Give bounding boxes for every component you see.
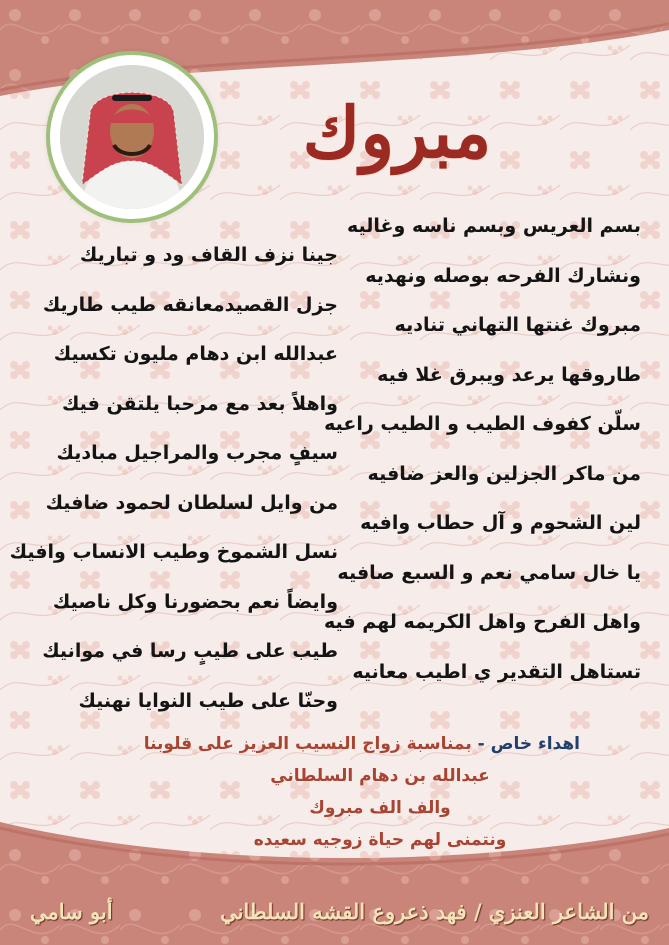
- verse-line: وايضاً نعم بحضورنا وكل ناصيك: [52, 590, 338, 613]
- verse-line: تستاهل التقدير ي اطيب معانيه: [352, 660, 641, 683]
- poet-signature: من الشاعر العنزي / فهد ذعروع القشه السلطاني: [220, 899, 649, 924]
- poem-left-column: [9, 231, 338, 726]
- verse-line: من وايل لسلطان لحمود ضافيك: [45, 491, 338, 514]
- verse-line: سيفٍ مجرب والمراجيل مباديك: [56, 442, 338, 464]
- verse-line: واهلاً بعد مع مرحبا يلتقن فيك: [61, 392, 338, 415]
- verse-line: طيب على طيبٍ رسا في موانيك: [42, 640, 338, 662]
- verse-line: نسل الشموخ وطيب الانساب وافيك: [9, 541, 338, 563]
- verse-line: مبروك غنتها التهاني تناديه: [394, 314, 641, 336]
- verse-line: من ماكر الجزلين والعز ضافيه: [367, 462, 641, 485]
- verse-line: واهل الفرح واهل الكريمه لهم فيه: [323, 611, 641, 633]
- verse-line: بسم العريس وبسم ناسه وغاليه: [347, 215, 641, 237]
- verse-line: وحنّا على طيب النوايا نهنيك: [78, 689, 338, 712]
- poet-nickname: أبو سامي: [30, 899, 113, 924]
- dedication-line-3: والف الف مبروك: [309, 798, 451, 818]
- verse-line: يا خال سامي نعم و السبع صافيه: [337, 561, 641, 584]
- dedication-line-1: بمناسبة زواج النسيب العزيز على قلوبنا: [143, 734, 472, 754]
- portrait-photo-icon: [60, 65, 204, 209]
- verse-line: عبدالله ابن دهام مليون تكسيك: [53, 343, 338, 365]
- footer-signature: [0, 878, 669, 945]
- verse-line: سلّن كفوف الطيب و الطيب راعيه: [324, 413, 641, 435]
- poem-right-column: [323, 202, 641, 697]
- dedication-block: [143, 728, 580, 856]
- verse-line: جزل القصيدمعانقه طيب طاريك: [42, 293, 338, 316]
- verse-line: لين الشحوم و آل حطاب وافيه: [360, 512, 641, 534]
- dedication-line-4: ونتمنى لهم حياة زوجيه سعيده: [253, 830, 507, 850]
- verse-line: جينا نزف القاف ود و تباريك: [79, 244, 338, 266]
- dedication-lead: اهداء خاص -: [477, 734, 580, 754]
- verse-line: ونشارك الفرحه بوصله ونهديه: [365, 264, 641, 287]
- verse-line: طاروقها يرعد ويبرق غلا فيه: [377, 363, 641, 386]
- dedication-line-2: عبدالله بن دهام السلطاني: [270, 766, 490, 786]
- title-mabrook: مبروك: [302, 91, 492, 174]
